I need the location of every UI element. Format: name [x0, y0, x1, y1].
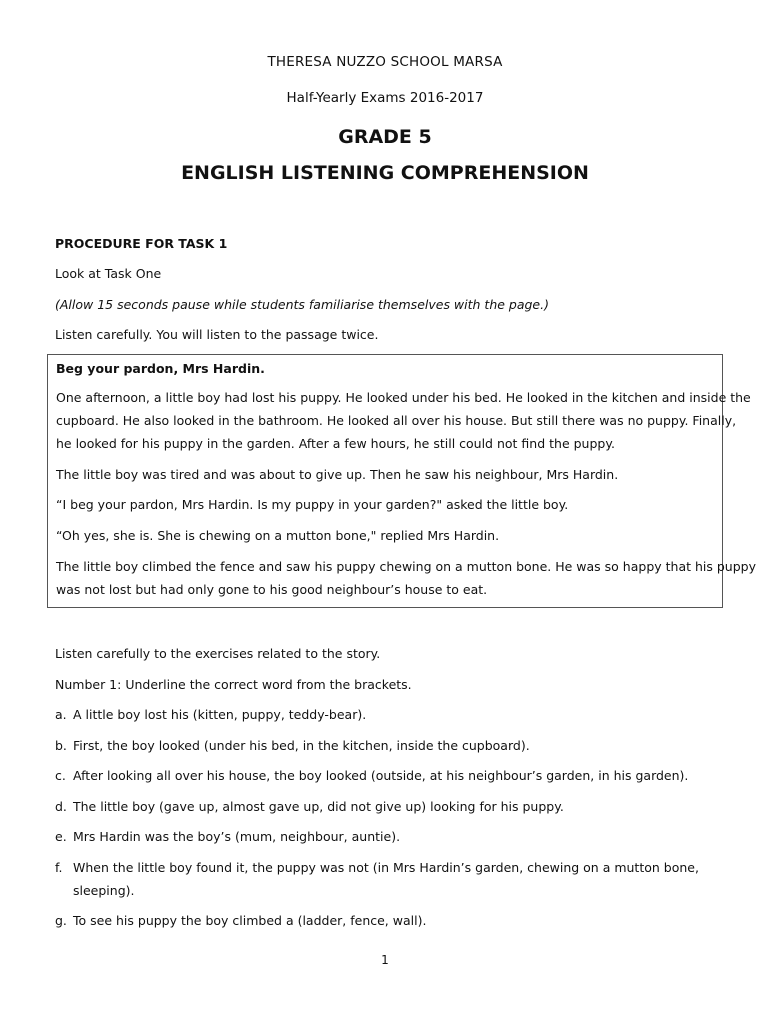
item-label: d.: [55, 799, 67, 814]
procedure-line-1: Look at Task One: [55, 266, 162, 281]
story-paragraph-1-line-1: One afternoon, a little boy had lost his puppy. He looked under his bed. He looked in the kitchen and inside the: [56, 390, 751, 405]
procedure-heading: PROCEDURE FOR TASK 1: [55, 236, 228, 251]
subject-heading: ENGLISH LISTENING COMPREHENSION: [181, 162, 589, 184]
exercise-item-g: [55, 913, 426, 928]
exam-title: Half-Yearly Exams 2016-2017: [286, 90, 484, 106]
item-label: a.: [55, 707, 67, 722]
story-paragraph-1-line-2: cupboard. He also looked in the bathroom. He looked all over his house. But still there was no puppy. Finally,: [56, 413, 737, 428]
exercises-instruction: Number 1: Underline the correct word from the brackets.: [55, 677, 412, 692]
story-paragraph-4: “Oh yes, she is. She is chewing on a mutton bone," replied Mrs Hardin.: [56, 528, 500, 543]
item-label: f.: [55, 860, 63, 875]
exercise-item-a: [55, 707, 366, 722]
exercise-item-d: [55, 799, 564, 814]
item-text: When the little boy found it, the puppy was not (in Mrs Hardin’s garden, chewing on a mutton bone,: [73, 860, 699, 875]
grade-heading: GRADE 5: [338, 126, 432, 148]
page-number: 1: [381, 953, 389, 967]
story-paragraph-3: “I beg your pardon, Mrs Hardin. Is my puppy in your garden?" asked the little boy.: [56, 497, 569, 512]
item-text: First, the boy looked (under his bed, in the kitchen, inside the cupboard).: [73, 738, 530, 753]
exercise-item-c: [55, 768, 688, 783]
story-paragraph-5-line-1: The little boy climbed the fence and saw his puppy chewing on a mutton bone. He was so happy that his puppy: [56, 559, 756, 574]
exercise-item-f: [55, 860, 699, 875]
item-text: To see his puppy the boy climbed a (ladder, fence, wall).: [73, 913, 427, 928]
story-paragraph-5-line-2: was not lost but had only gone to his good neighbour’s house to eat.: [56, 582, 488, 597]
exercises-intro: Listen carefully to the exercises related to the story.: [55, 646, 381, 661]
story-paragraph-1-line-3: he looked for his puppy in the garden. After a few hours, he still could not find the puppy.: [56, 436, 615, 451]
item-label: c.: [55, 768, 66, 783]
exercise-item-f-continued: sleeping).: [73, 883, 135, 898]
exercise-item-b: [55, 738, 530, 753]
procedure-line-2: Listen carefully. You will listen to the passage twice.: [55, 327, 379, 342]
procedure-note: (Allow 15 seconds pause while students familiarise themselves with the page.): [55, 297, 549, 312]
story-box: [47, 354, 756, 608]
item-label: g.: [55, 913, 67, 928]
item-text: After looking all over his house, the boy looked (outside, at his neighbour’s garden, in his garden).: [73, 768, 689, 783]
item-text: The little boy (gave up, almost gave up, did not give up) looking for his puppy.: [73, 799, 564, 814]
school-name: THERESA NUZZO SCHOOL MARSA: [267, 54, 503, 70]
item-label: e.: [55, 829, 67, 844]
item-text: A little boy lost his (kitten, puppy, teddy-bear).: [73, 707, 367, 722]
exercise-item-e: [55, 829, 400, 844]
story-paragraph-2: The little boy was tired and was about to give up. Then he saw his neighbour, Mrs Hardin.: [56, 467, 619, 482]
story-title: Beg your pardon, Mrs Hardin.: [56, 361, 265, 376]
item-text: Mrs Hardin was the boy’s (mum, neighbour, auntie).: [73, 829, 401, 844]
item-label: b.: [55, 738, 67, 753]
